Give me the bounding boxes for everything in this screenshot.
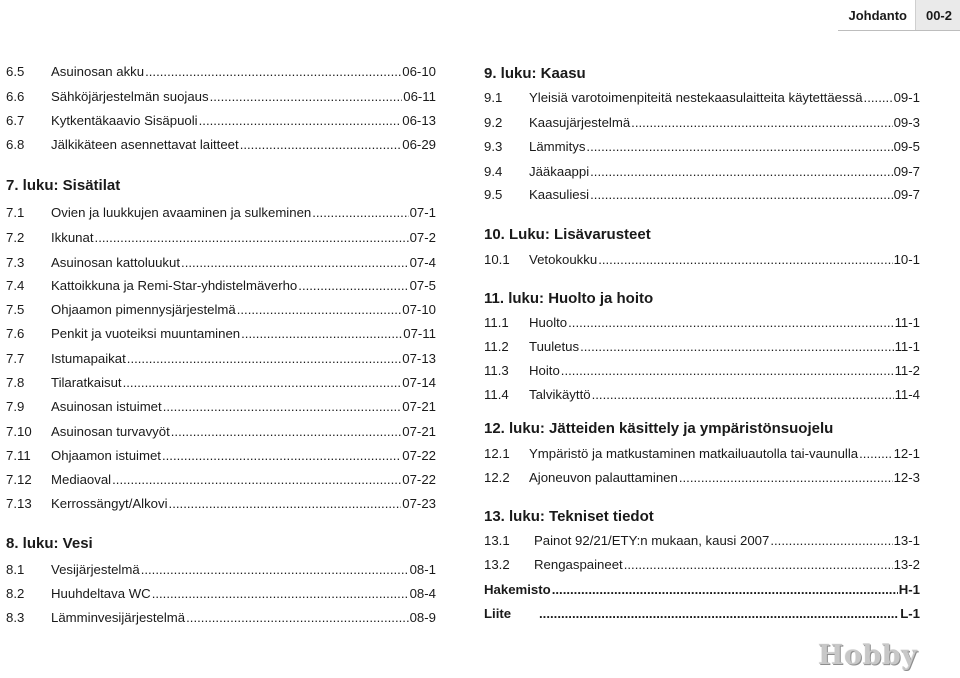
toc-entry[interactable]: 8.1 Vesijärjestelmä ..... 08-1 xyxy=(6,560,436,580)
chapter-heading: 11. luku: Huolto ja hoito xyxy=(484,290,654,307)
chapter-heading: 7. luku: Sisätilat xyxy=(6,177,121,194)
toc-entry[interactable]: 11.4 Talvikäyttö ..... 11-4 xyxy=(484,385,920,405)
toc-entry-index[interactable]: Hakemisto ..... H-1 xyxy=(484,580,920,600)
toc-entry[interactable]: 13.2 Rengaspaineet ..... 13-2 xyxy=(484,555,920,575)
toc-entry[interactable]: 7.8 Tilaratkaisut ..... 07-14 xyxy=(6,373,436,393)
toc-entry[interactable]: 8.3 Lämminvesijärjestelmä ..... 08-9 xyxy=(6,608,436,628)
toc-entry[interactable]: 7.2 Ikkunat ..... 07-2 xyxy=(6,228,436,248)
toc-entry[interactable]: 7.1 Ovien ja luukkujen avaaminen ja sulkeminen ..... 07-1 xyxy=(6,203,436,223)
brand-logo: Hobby xyxy=(818,640,918,671)
chapter-heading: 10. Luku: Lisävarusteet xyxy=(484,226,651,243)
toc-entry[interactable]: 6.6 Sähköjärjestelmän suojaus ..... 06-11 xyxy=(6,87,436,107)
toc-entry[interactable]: 6.5 Asuinosan akku ..... 06-10 xyxy=(6,62,436,82)
toc-entry[interactable]: 11.3 Hoito ..... 11-2 xyxy=(484,361,920,381)
toc-entry[interactable]: 6.8 Jälkikäteen asennettavat laitteet ..... 06-29 xyxy=(6,135,436,155)
toc-entry[interactable]: 7.3 Asuinosan kattoluukut ..... 07-4 xyxy=(6,253,436,273)
toc-entry[interactable]: 12.2 Ajoneuvon palauttaminen ..... 12-3 xyxy=(484,468,920,488)
header-divider xyxy=(838,30,960,31)
chapter-heading: 13. luku: Tekniset tiedot xyxy=(484,508,654,525)
toc-entry[interactable]: 12.1 Ympäristö ja matkustaminen matkailuautolla tai-vaunulla ..... 12-1 xyxy=(484,444,920,464)
toc-entry-appendix[interactable]: Liite ..... L-1 xyxy=(484,604,920,624)
toc-entry[interactable]: 6.7 Kytkentäkaavio Sisäpuoli ..... 06-13 xyxy=(6,111,436,131)
toc-entry[interactable]: 7.7 Istumapaikat ..... 07-13 xyxy=(6,349,436,369)
toc-entry[interactable]: 11.2 Tuuletus ..... 11-1 xyxy=(484,337,920,357)
toc-entry[interactable]: 9.1 Yleisiä varotoimenpiteitä nestekaasulaitteita käytettäessä ..... 09-1 xyxy=(484,88,920,108)
page-header xyxy=(848,0,960,30)
toc-entry[interactable]: 7.13 Kerrossängyt/Alkovi ..... 07-23 xyxy=(6,494,436,514)
chapter-heading: 12. luku: Jätteiden käsittely ja ympäristönsuojelu xyxy=(484,420,834,437)
toc-entry[interactable]: 7.4 Kattoikkuna ja Remi-Star-yhdistelmäverho ..... 07-5 xyxy=(6,276,436,296)
toc-entry[interactable]: 8.2 Huuhdeltava WC ..... 08-4 xyxy=(6,584,436,604)
toc-entry[interactable]: 7.12 Mediaoval ..... 07-22 xyxy=(6,470,436,490)
page-number: 00-2 xyxy=(915,0,960,30)
toc-entry[interactable]: 7.11 Ohjaamon istuimet ..... 07-22 xyxy=(6,446,436,466)
toc-entry[interactable]: 7.10 Asuinosan turvavyöt ..... 07-21 xyxy=(6,422,436,442)
chapter-heading: 8. luku: Vesi xyxy=(6,535,93,552)
toc-entry[interactable]: 11.1 Huolto ..... 11-1 xyxy=(484,313,920,333)
toc-entry[interactable]: 10.1 Vetokoukku ..... 10-1 xyxy=(484,250,920,270)
section-title: Johdanto xyxy=(848,7,907,23)
toc-entry[interactable]: 13.1 Painot 92/21/ETY:n mukaan, kausi 2007 ..... 13-1 xyxy=(484,531,920,551)
toc-entry[interactable]: 7.5 Ohjaamon pimennysjärjestelmä ..... 07-10 xyxy=(6,300,436,320)
toc-entry[interactable]: 7.6 Penkit ja vuoteiksi muuntaminen ..... 07-11 xyxy=(6,324,436,344)
toc-entry[interactable]: 9.3 Lämmitys ..... 09-5 xyxy=(484,137,920,157)
toc-entry[interactable]: 9.2 Kaasujärjestelmä ..... 09-3 xyxy=(484,113,920,133)
toc-entry[interactable]: 9.4 Jääkaappi ..... 09-7 xyxy=(484,162,920,182)
toc-entry[interactable]: 7.9 Asuinosan istuimet ..... 07-21 xyxy=(6,397,436,417)
toc-entry[interactable]: 9.5 Kaasuliesi ..... 09-7 xyxy=(484,185,920,205)
chapter-heading: 9. luku: Kaasu xyxy=(484,65,586,82)
